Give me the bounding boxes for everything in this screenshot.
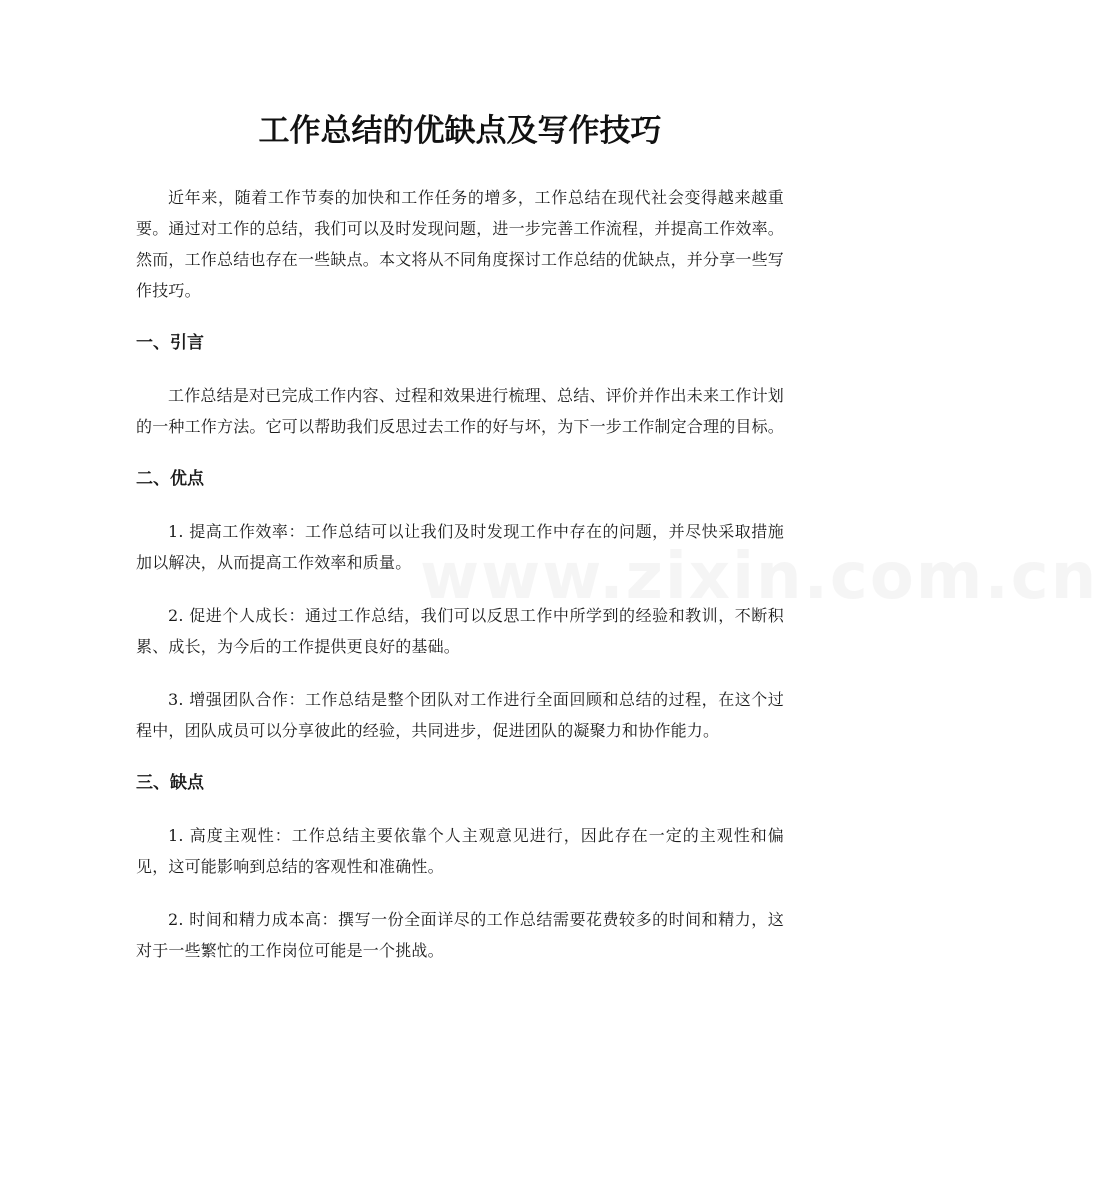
list-item: 2. 促进个人成长：通过工作总结，我们可以反思工作中所学到的经验和教训，不断积累、成长，为今后的工作提供更良好的基础。 xyxy=(136,606,784,656)
list-item: 1. 高度主观性：工作总结主要依靠个人主观意见进行，因此存在一定的主观性和偏见，这可能影响到总结的客观性和准确性。 xyxy=(136,826,784,876)
intro-paragraph: 近年来，随着工作节奏的加快和工作任务的增多，工作总结在现代社会变得越来越重要。通过对工作的总结，我们可以及时发现问题，进一步完善工作流程，并提高工作效率。然而，工作总结也存在一些缺点。本文将从不同角度探讨工作总结的优缺点，并分享一些写作技巧。 xyxy=(136,188,785,300)
document-title: 工作总结的优缺点及写作技巧 xyxy=(258,113,662,149)
section-paragraph: 工作总结是对已完成工作内容、过程和效果进行梳理、总结、评价并作出未来工作计划的一种工作方法。它可以帮助我们反思过去工作的好与坏，为下一步工作制定合理的目标。 xyxy=(136,386,785,436)
section-advantages xyxy=(136,464,784,746)
list-item: 2. 时间和精力成本高：撰写一份全面详尽的工作总结需要花费较多的时间和精力，这对于一些繁忙的工作岗位可能是一个挑战。 xyxy=(136,910,784,960)
watermark-text: www.zixin.com.cn xyxy=(420,540,1098,614)
list-item: 1. 提高工作效率：工作总结可以让我们及时发现工作中存在的问题，并尽快采取措施加以解决，从而提高工作效率和质量。 xyxy=(136,522,784,572)
section-disadvantages xyxy=(136,768,784,966)
document-body xyxy=(136,182,784,988)
list-item: 3. 增强团队合作：工作总结是整个团队对工作进行全面回顾和总结的过程，在这个过程中，团队成员可以分享彼此的经验，共同进步，促进团队的凝聚力和协作能力。 xyxy=(136,690,784,740)
section-heading: 一、引言 xyxy=(136,333,204,353)
section-heading: 三、缺点 xyxy=(136,773,204,793)
section-introduction xyxy=(136,328,784,442)
section-heading: 二、优点 xyxy=(136,469,204,489)
